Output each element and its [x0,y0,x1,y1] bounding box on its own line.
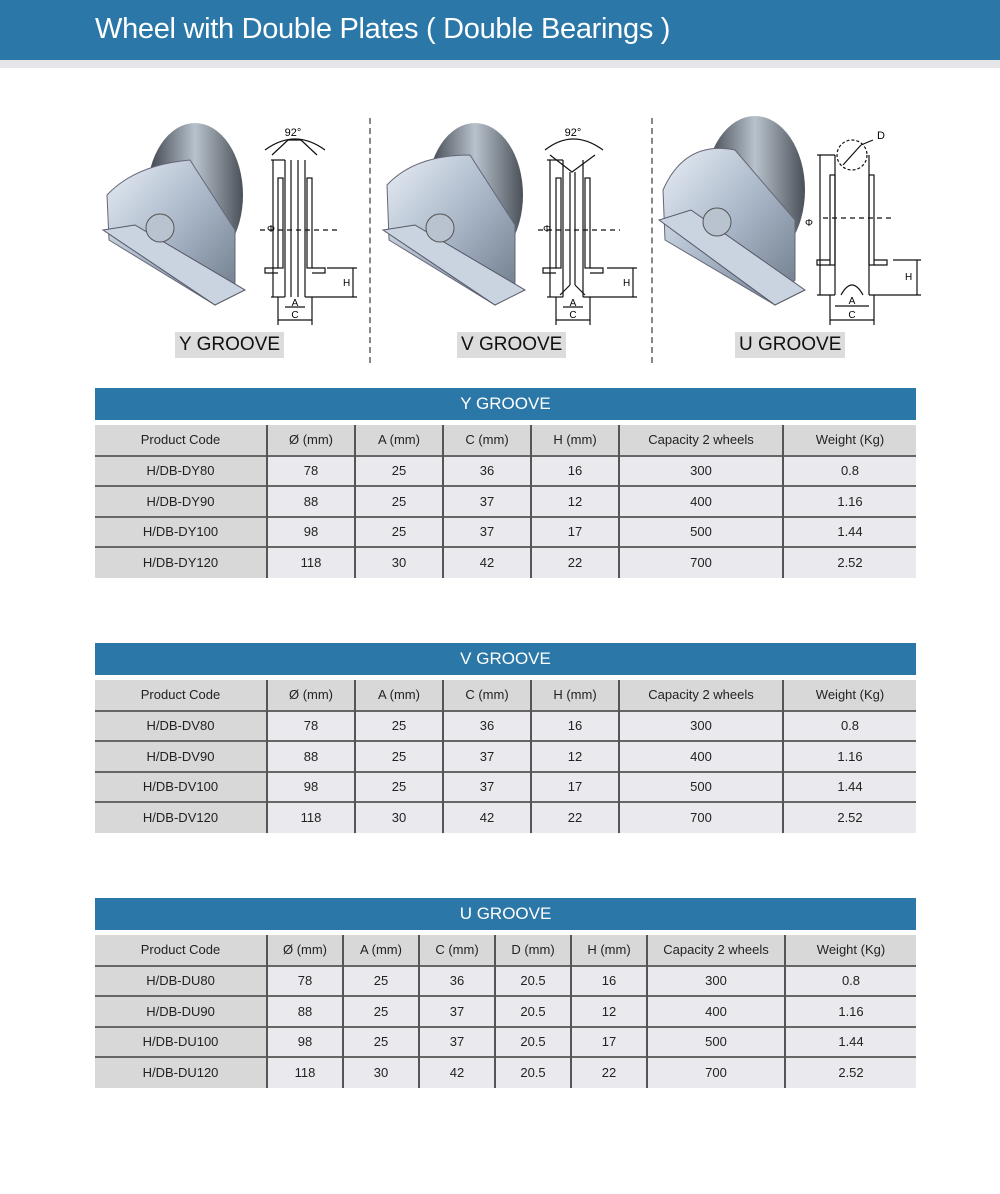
table-cell: 118 [267,547,355,578]
table-cell: 1.44 [785,1027,916,1058]
table-cell: 700 [647,1057,785,1088]
table-cell: 20.5 [495,1027,571,1058]
dim-a-label: A [848,296,856,307]
figure-label: U GROOVE [735,332,845,358]
table-cell: 20.5 [495,966,571,997]
product-code-cell: H/DB-DU80 [95,966,267,997]
table-row [95,456,916,487]
table-cell: 1.44 [783,517,916,548]
table-cell: 118 [267,1057,343,1088]
u-groove-section [95,898,916,1088]
figure-y-groove [95,110,375,370]
column-header: Product Code [95,935,267,966]
table-row [95,547,916,578]
column-header: H (mm) [531,680,619,711]
column-header: Ø (mm) [267,680,355,711]
table-cell: 36 [443,711,531,742]
product-code-cell: H/DB-DV100 [95,772,267,803]
column-header: Weight (Kg) [783,680,916,711]
table-cell: 12 [531,741,619,772]
y-groove-table [95,425,916,578]
table-cell: 25 [343,1027,419,1058]
column-header: H (mm) [531,425,619,456]
table-cell: 36 [419,966,495,997]
product-code-cell: H/DB-DY90 [95,486,267,517]
dim-a-label: A [291,298,299,309]
table-cell: 25 [355,517,443,548]
u-groove-table [95,935,916,1088]
table-row [95,966,916,997]
diameter-symbol: Φ [267,224,275,235]
table-row [95,741,916,772]
dim-h-label: H [343,278,351,289]
diameter-symbol: Φ [543,224,551,235]
table-cell: 78 [267,711,355,742]
figure-label: V GROOVE [457,332,566,358]
table-cell: 1.16 [783,486,916,517]
column-header: Capacity 2 wheels [647,935,785,966]
column-header: C (mm) [419,935,495,966]
column-header: D (mm) [495,935,571,966]
table-cell: 25 [355,711,443,742]
table-cell: 37 [443,741,531,772]
product-figures [0,110,1000,370]
column-header: A (mm) [355,680,443,711]
table-cell: 25 [355,486,443,517]
table-cell: 78 [267,456,355,487]
title-bar [0,0,1000,60]
y-groove-section [95,388,916,578]
table-cell: 22 [531,802,619,833]
table-cell: 1.44 [783,772,916,803]
table-row [95,486,916,517]
diameter-symbol: Φ [805,218,813,229]
product-code-cell: H/DB-DV80 [95,711,267,742]
product-code-cell: H/DB-DV90 [95,741,267,772]
angle-label: 92° [564,127,582,139]
table-cell: 700 [619,802,783,833]
table-cell: 20.5 [495,996,571,1027]
table-row [95,1027,916,1058]
table-cell: 42 [419,1057,495,1088]
table-cell: 37 [443,486,531,517]
column-header: Ø (mm) [267,935,343,966]
product-code-cell: H/DB-DV120 [95,802,267,833]
table-cell: 16 [531,456,619,487]
table-cell: 17 [531,772,619,803]
table-cell: 118 [267,802,355,833]
product-code-cell: H/DB-DU120 [95,1057,267,1088]
table-cell: 2.52 [785,1057,916,1088]
dim-h-label: H [623,278,631,289]
table-cell: 42 [443,547,531,578]
table-cell: 20.5 [495,1057,571,1088]
column-header: Product Code [95,425,267,456]
column-header: Capacity 2 wheels [619,680,783,711]
column-header: Ø (mm) [267,425,355,456]
angle-label: 92° [284,127,302,139]
table-cell: 25 [355,772,443,803]
table-cell: 300 [647,966,785,997]
table-cell: 0.8 [783,711,916,742]
dashed-divider [369,118,371,363]
table-cell: 98 [267,772,355,803]
dim-a-label: A [569,298,577,309]
table-cell: 36 [443,456,531,487]
dim-c-label: C [848,310,856,321]
v-groove-table [95,680,916,833]
column-header: H (mm) [571,935,647,966]
table-cell: 98 [267,517,355,548]
dim-c-label: C [569,310,577,321]
table-cell: 500 [647,1027,785,1058]
column-header: Weight (Kg) [783,425,916,456]
v-groove-dimension-drawing [375,110,655,330]
table-cell: 88 [267,996,343,1027]
table-row [95,517,916,548]
table-cell: 98 [267,1027,343,1058]
table-cell: 0.8 [785,966,916,997]
table-row [95,711,916,742]
column-header: Capacity 2 wheels [619,425,783,456]
table-cell: 25 [343,966,419,997]
product-code-cell: H/DB-DY80 [95,456,267,487]
product-code-cell: H/DB-DU100 [95,1027,267,1058]
product-code-cell: H/DB-DY100 [95,517,267,548]
figure-label: Y GROOVE [175,332,284,358]
table-cell: 88 [267,486,355,517]
y-groove-dimension-drawing [95,110,375,330]
table-header-row [95,680,916,711]
column-header: Product Code [95,680,267,711]
table-cell: 16 [571,966,647,997]
figure-v-groove [375,110,655,370]
table-cell: 42 [443,802,531,833]
table-cell: 37 [419,1027,495,1058]
table-row [95,996,916,1027]
table-cell: 30 [355,802,443,833]
table-header-row [95,425,916,456]
table-cell: 2.52 [783,802,916,833]
product-code-cell: H/DB-DU90 [95,996,267,1027]
table-cell: 300 [619,456,783,487]
dim-d-label: D [877,130,885,142]
table-cell: 17 [571,1027,647,1058]
u-groove-dimension-drawing [655,110,935,330]
table-cell: 25 [355,456,443,487]
table-cell: 2.52 [783,547,916,578]
table-row [95,802,916,833]
section-title: V GROOVE [95,643,916,675]
table-cell: 37 [443,772,531,803]
table-cell: 12 [531,486,619,517]
column-header: Weight (Kg) [785,935,916,966]
table-cell: 16 [531,711,619,742]
table-cell: 88 [267,741,355,772]
table-cell: 400 [619,486,783,517]
table-cell: 25 [355,741,443,772]
table-cell: 17 [531,517,619,548]
v-groove-section [95,643,916,833]
table-cell: 1.16 [783,741,916,772]
table-cell: 0.8 [783,456,916,487]
table-cell: 1.16 [785,996,916,1027]
column-header: C (mm) [443,680,531,711]
table-row [95,1057,916,1088]
section-title: Y GROOVE [95,388,916,420]
table-cell: 12 [571,996,647,1027]
table-header-row [95,935,916,966]
table-cell: 22 [571,1057,647,1088]
table-cell: 37 [443,517,531,548]
table-cell: 400 [619,741,783,772]
column-header: C (mm) [443,425,531,456]
column-header: A (mm) [343,935,419,966]
table-cell: 700 [619,547,783,578]
table-cell: 500 [619,517,783,548]
table-cell: 30 [343,1057,419,1088]
table-cell: 300 [619,711,783,742]
table-cell: 30 [355,547,443,578]
section-title: U GROOVE [95,898,916,930]
table-cell: 37 [419,996,495,1027]
dim-h-label: H [905,272,913,283]
title-underline [0,60,1000,68]
table-cell: 22 [531,547,619,578]
table-row [95,772,916,803]
dim-c-label: C [291,310,299,321]
table-cell: 25 [343,996,419,1027]
table-cell: 500 [619,772,783,803]
column-header: A (mm) [355,425,443,456]
table-cell: 78 [267,966,343,997]
table-cell: 400 [647,996,785,1027]
page-title: Wheel with Double Plates ( Double Bearings ) [95,13,671,45]
product-code-cell: H/DB-DY120 [95,547,267,578]
dashed-divider [651,118,653,363]
figure-u-groove [655,110,935,370]
